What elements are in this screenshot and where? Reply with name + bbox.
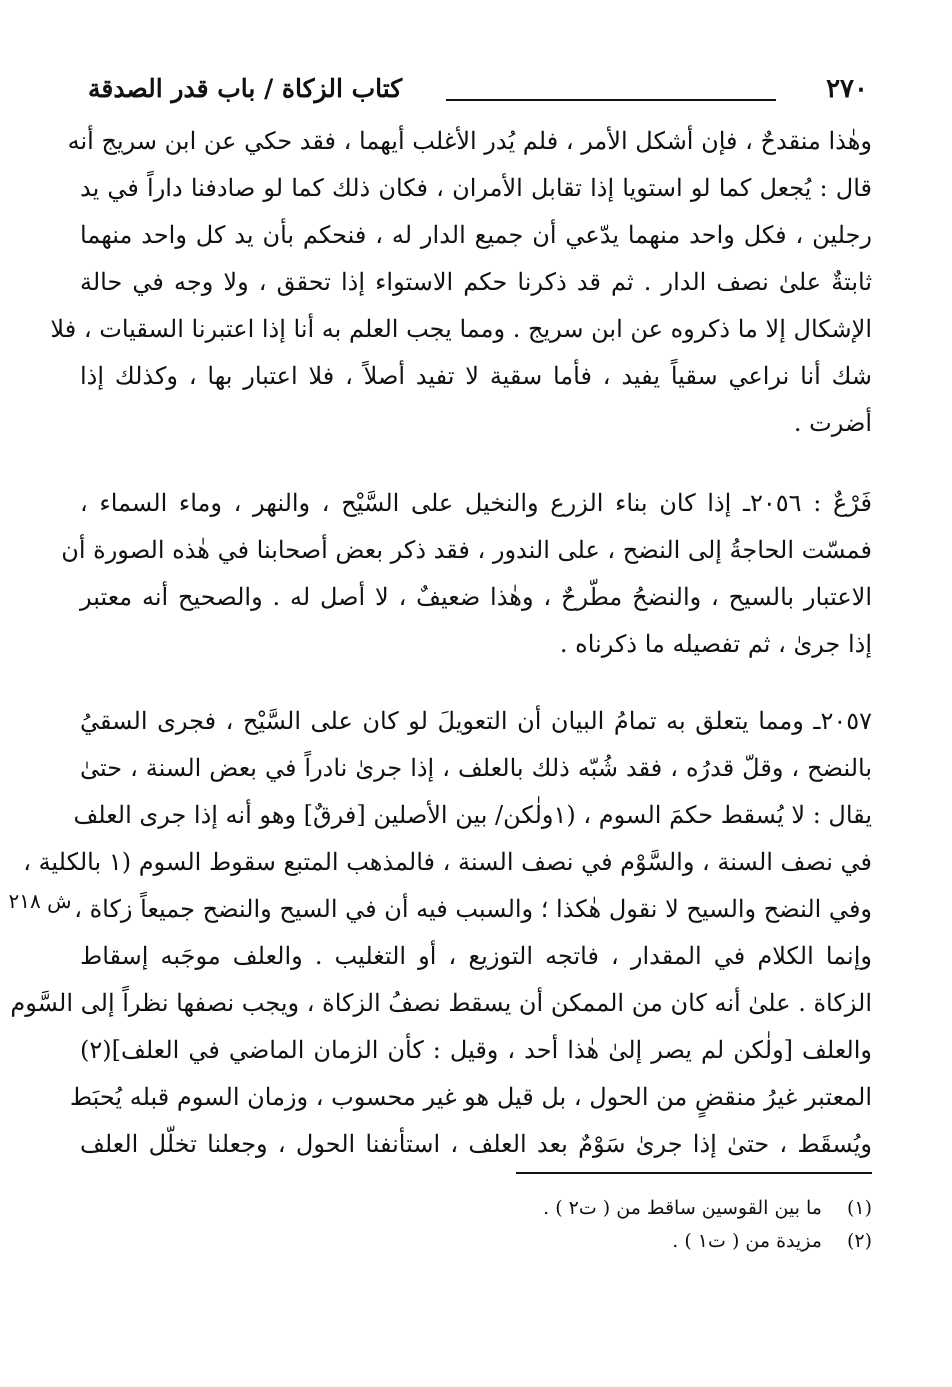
- text-line: الزكاة . علىٰ أنه كان من الممكن أن يسقط نصفُ الزكاة ، ويجب نصفها نظراً إلى السَّوم: [10, 989, 872, 1017]
- text-line: وإنما الكلام في المقدار ، فاتجه التوزيع ، أو التغليب . والعلف موجَبه إسقاط: [80, 942, 872, 970]
- text-line: ويُسقَط ، حتىٰ إذا جرىٰ سَوْمٌ بعد العلف ، استأنفنا الحول ، وجعلنا تخلّل العلف: [80, 1130, 872, 1158]
- text-line: رجلين ، فكل واحد منهما يدّعي أن جميع الدار له ، فنحكم بأن يد كل واحد منهما: [80, 221, 872, 249]
- text-line: بالنضح ، وقلّ قدرُه ، فقد شُبّه ذلك بالعلف ، إذا جرىٰ نادراً في بعض السنة ، حتىٰ: [80, 754, 872, 782]
- page-number: ٢٧٠: [826, 74, 868, 104]
- footnote-number: (٢): [846, 1230, 872, 1252]
- text-line: في نصف السنة ، والسَّوْم في نصف السنة ، فالمذهب المتبع سقوط السوم (١ بالكلية ،: [23, 848, 872, 876]
- text-line: والعلف [ولٰكن لم يصر إلىٰ هٰذا أحد ، وقيل : كأن الزمان الماضي في العلف](٢): [80, 1036, 872, 1064]
- text-line: الإشكال إلا ما ذكروه عن ابن سريج . ومما يجب العلم به أنا إذا اعتبرنا السقيات ، فلا: [50, 315, 872, 343]
- footnote-text: ما بين القوسين ساقط من ( ت٢ ) .: [543, 1197, 822, 1219]
- text-line: فَرْعٌ : ٢٠٥٦ـ إذا كان بناء الزرع والنخيل على السَّيْح ، والنهر ، وماء السماء ،: [80, 489, 872, 517]
- text-line: يقال : لا يُسقط حكمَ السوم ، (١ولٰكن/ بين الأصلين [فرقٌ] وهو أنه إذا جرى العلف: [73, 801, 872, 829]
- text-line: أضرت .: [793, 409, 872, 437]
- text-line: ثابتةٌ علىٰ نصف الدار . ثم قد ذكرنا حكم الاستواء إذا تحقق ، ولا وجه في حالة: [80, 268, 872, 296]
- footnote-number: (١): [846, 1197, 872, 1219]
- text-line: وهٰذا منقدحٌ ، فإن أشكل الأمر ، فلم يُدر الأغلب أيهما ، فقد حكي عن ابن سريج أنه: [67, 127, 872, 155]
- text-line: شك أنا نراعي سقياً يفيد ، فأما سقية لا تفيد أصلاً ، فلا اعتبار بها ، وكذلك إذا: [80, 362, 872, 390]
- footnote-divider: [516, 1172, 872, 1174]
- text-line: ٢٠٥٧ـ ومما يتعلق به تمامُ البيان أن التعويلَ لو كان على السَّيْح ، فجرى السقيُ: [80, 707, 872, 735]
- paragraph-2056: [61, 480, 872, 668]
- text-line: فمسّت الحاجةُ إلى النضح ، على الندور ، فقد ذكر بعض أصحابنا في هٰذه الصورة أن: [61, 536, 872, 564]
- running-header: [88, 66, 868, 114]
- running-title: كتاب الزكاة / باب قدر الصدقة: [88, 74, 403, 103]
- text-line: الاعتبار بالسيح ، والنضحُ مطّرحٌ ، وهٰذا ضعيفٌ ، لا أصل له . والصحيح أنه معتبر: [80, 583, 872, 611]
- footnote: [200, 1192, 872, 1225]
- text-line: وفي النضح والسيح لا نقول هٰكذا ؛ والسبب فيه أن في السيح والنضح جميعاً زكاة ،: [74, 895, 872, 923]
- header-rule: [446, 99, 776, 101]
- footnote-text: مزيدة من ( ت١ ) .: [672, 1230, 822, 1252]
- text-line: قال : يُجعل كما لو استويا إذا تقابل الأمران ، فكان ذلك كما لو صادفنا داراً في يد: [80, 174, 872, 202]
- footnotes: [200, 1192, 872, 1258]
- paragraph-1: [50, 118, 872, 447]
- footnote: [200, 1225, 872, 1258]
- text-line: إذا جرىٰ ، ثم تفصيله ما ذكرناه .: [559, 630, 872, 658]
- manuscript-margin-note: ش ٢١٨: [8, 889, 72, 913]
- text-line: المعتبر غيرُ منقضٍ من الحول ، بل قيل هو غير محسوب ، وزمان السوم قبله يُحبَط: [69, 1083, 872, 1111]
